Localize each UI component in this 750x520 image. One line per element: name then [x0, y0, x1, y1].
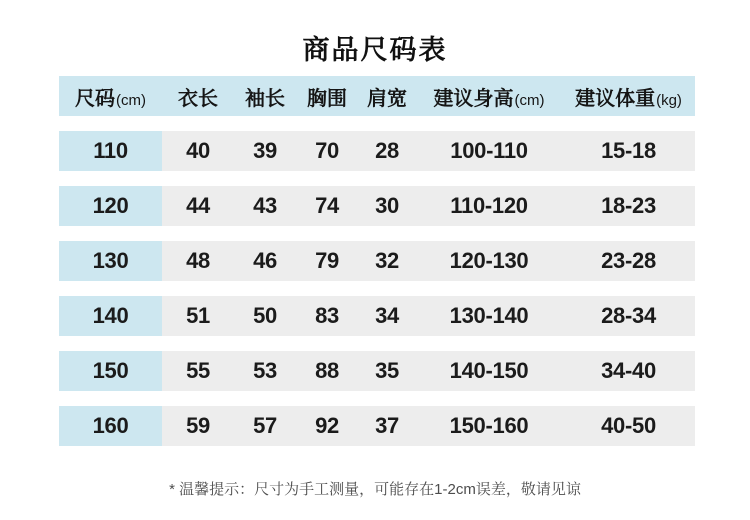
header-label: 肩宽	[367, 87, 407, 110]
value-cell: 100-110	[450, 138, 528, 163]
header-cell-2	[234, 82, 296, 111]
value-cell: 53	[253, 358, 277, 383]
value-cell: 130-140	[449, 303, 529, 328]
table-row	[59, 131, 695, 171]
table-row	[59, 406, 695, 446]
header-cell-3	[296, 82, 358, 111]
page-title: 商品尺码表	[302, 35, 448, 65]
value-cell: 150-160	[449, 413, 529, 438]
value-cell: 44	[186, 193, 210, 218]
value-cell: 18-23	[601, 193, 656, 218]
size-cell: 110	[59, 131, 162, 171]
value-cell: 48	[186, 248, 210, 273]
header-label: 建议身高	[433, 87, 514, 110]
table-header-row	[59, 76, 695, 116]
size-cell: 140	[59, 296, 162, 336]
header-cell-6	[562, 82, 695, 111]
header-unit: (kg)	[656, 91, 682, 109]
value-cell: 37	[375, 413, 399, 438]
value-cell: 34	[375, 303, 399, 328]
header-unit: (cm)	[514, 91, 545, 109]
value-cell: 50	[253, 303, 277, 328]
header-label: 胸围	[307, 87, 347, 110]
value-cell: 39	[253, 138, 277, 163]
value-cell: 140-150	[449, 358, 529, 383]
value-cell: 15-18	[601, 138, 656, 163]
size-cell: 120	[59, 186, 162, 226]
measurement-disclaimer: * 温馨提示：尺寸为手工测量，可能存在1-2cm误差，敬请见谅	[169, 481, 581, 498]
value-cell: 43	[253, 193, 277, 218]
value-cell: 40-50	[601, 413, 656, 438]
size-cell: 130	[59, 241, 162, 281]
table-row	[59, 241, 695, 281]
value-cell: 59	[186, 413, 210, 438]
size-table	[59, 76, 695, 446]
value-cell: 30	[375, 193, 399, 218]
value-cell: 120-130	[449, 248, 529, 273]
value-cell: 40	[186, 138, 210, 163]
table-row	[59, 296, 695, 336]
table-body	[59, 131, 695, 446]
value-cell: 83	[315, 303, 339, 328]
value-cell: 74	[315, 193, 339, 218]
value-cell: 32	[375, 248, 399, 273]
value-cell: 92	[315, 413, 339, 438]
value-cell: 57	[253, 413, 277, 438]
header-cell-5	[416, 82, 562, 111]
value-cell: 28-34	[601, 303, 656, 328]
header-label: 尺码	[75, 87, 115, 110]
value-cell: 70	[315, 138, 339, 163]
header-unit: (cm)	[116, 91, 146, 109]
header-label: 建议体重	[575, 87, 656, 110]
value-cell: 51	[186, 303, 210, 328]
value-cell: 88	[315, 358, 339, 383]
header-cell-4	[358, 82, 416, 111]
value-cell: 55	[186, 358, 210, 383]
value-cell: 34-40	[601, 358, 656, 383]
header-label: 衣长	[178, 87, 218, 110]
table-row	[59, 186, 695, 226]
value-cell: 46	[253, 248, 277, 273]
header-cell-0	[59, 82, 162, 111]
size-cell: 150	[59, 351, 162, 391]
header-label: 袖长	[245, 87, 285, 110]
value-cell: 28	[375, 138, 399, 163]
value-cell: 23-28	[601, 248, 656, 273]
size-cell: 160	[59, 406, 162, 446]
value-cell: 79	[315, 248, 339, 273]
value-cell: 35	[375, 358, 399, 383]
header-cell-1	[162, 82, 234, 111]
table-row	[59, 351, 695, 391]
value-cell: 110-120	[450, 193, 528, 218]
